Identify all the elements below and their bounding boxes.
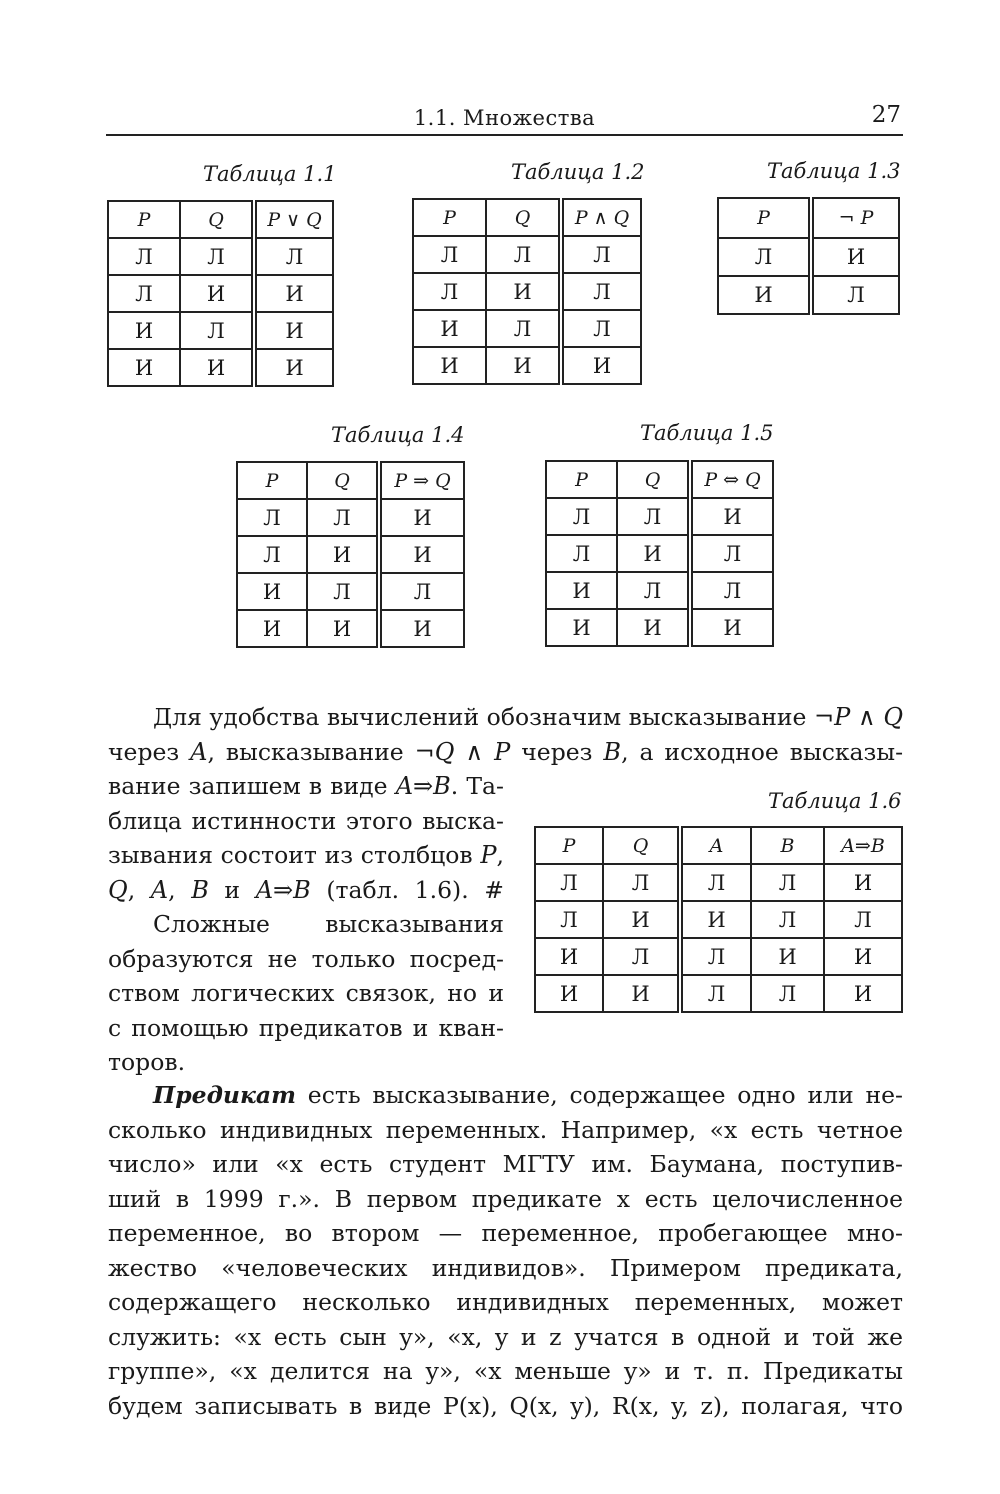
header-cell: Q	[603, 827, 680, 864]
cell: И	[254, 275, 333, 312]
cell: И	[379, 610, 464, 647]
text-line: служить: «x есть сын y», «x, y и z учатся в одной и той же	[108, 1322, 903, 1351]
cell: Л	[561, 310, 641, 347]
table-row	[546, 572, 773, 609]
cell: Л	[824, 901, 902, 938]
cell: И	[535, 938, 603, 975]
header-cell: Q	[307, 462, 379, 499]
header-cell: B	[751, 827, 824, 864]
cell: Л	[811, 276, 899, 314]
text-line: Для удобства вычислений обозначим высказывание ¬P ∧ Q	[153, 703, 903, 731]
cell: Л	[180, 238, 254, 275]
cell: Л	[617, 572, 690, 609]
cell: Л	[751, 901, 824, 938]
table-caption-1-2: Таблица 1.2	[511, 160, 645, 184]
header-cell: P ∧ Q	[561, 199, 641, 236]
cell: И	[180, 349, 254, 386]
cell: И	[824, 864, 902, 901]
table-row	[108, 312, 333, 349]
cell: Л	[535, 901, 603, 938]
cell: Л	[680, 975, 751, 1012]
cell: Л	[237, 536, 307, 573]
cell: Л	[603, 864, 680, 901]
cell: И	[237, 573, 307, 610]
cell: И	[486, 347, 561, 384]
truth-table-1-5	[545, 460, 774, 647]
table-row	[108, 238, 333, 275]
header-cell: Q	[486, 199, 561, 236]
cell: И	[811, 238, 899, 276]
cell: Л	[180, 312, 254, 349]
cell: И	[254, 312, 333, 349]
cell: И	[379, 536, 464, 573]
cell: И	[108, 312, 180, 349]
text-line: Q, A, B и A⇒B (табл. 1.6). #	[108, 875, 504, 904]
truth-table-1-6	[534, 826, 903, 1013]
cell: Л	[546, 498, 617, 535]
cell: И	[617, 609, 690, 646]
cell: Л	[254, 238, 333, 275]
cell: Л	[413, 273, 486, 310]
cell: Л	[546, 535, 617, 572]
cell: Л	[561, 273, 641, 310]
cell: И	[535, 975, 603, 1012]
table-header-row	[413, 199, 641, 236]
section-title: 1.1. Множества	[413, 106, 596, 130]
header-cell: ¬ P	[811, 198, 899, 238]
cell: Л	[379, 573, 464, 610]
header-cell: P ∨ Q	[254, 201, 333, 238]
formula: ¬Q ∧ P	[414, 737, 511, 766]
table-header-row	[535, 827, 902, 864]
header-cell: P	[535, 827, 603, 864]
text-line: группе», «x делится на y», «x меньше y» и т. п. Предикаты	[108, 1357, 903, 1385]
cell: Л	[680, 938, 751, 975]
page-header	[106, 100, 903, 136]
cell: Л	[680, 864, 751, 901]
cell: Л	[603, 938, 680, 975]
header-cell: P	[546, 461, 617, 498]
table-row	[108, 349, 333, 386]
truth-table-1-4	[236, 461, 465, 648]
cell: И	[379, 499, 464, 536]
table-row	[718, 238, 899, 276]
cell: Л	[561, 236, 641, 273]
cell: И	[824, 938, 902, 975]
cell: И	[690, 609, 773, 646]
text-line: зывания состоит из столбцов P,	[108, 841, 504, 869]
table-header-row	[718, 198, 899, 238]
text-line: содержащего несколько индивидных переменных, может	[108, 1288, 903, 1316]
table-row	[546, 498, 773, 535]
table-header-row	[546, 461, 773, 498]
header-cell: P	[718, 198, 811, 238]
table-row	[546, 535, 773, 572]
header-cell: A⇒B	[824, 827, 902, 864]
header-cell: P ⇒ Q	[379, 462, 464, 499]
cell: Л	[237, 499, 307, 536]
header-cell: Q	[180, 201, 254, 238]
text-line: будем записывать в виде P(x), Q(x, y), R(x, y, z), полагая, что	[108, 1391, 903, 1420]
cell: Л	[108, 238, 180, 275]
cell: И	[824, 975, 902, 1012]
formula: A⇒B	[395, 772, 451, 800]
text-line: ший в 1999 г.». В первом предикате x есть целочисленное	[108, 1184, 903, 1213]
header-cell: A	[680, 827, 751, 864]
header-cell: P	[108, 201, 180, 238]
cell: Л	[307, 499, 379, 536]
cell: Л	[718, 238, 811, 276]
text-line: число» или «x есть студент МГТУ им. Баумана, поступив-	[108, 1150, 903, 1178]
cell: Л	[751, 864, 824, 901]
cell: И	[546, 609, 617, 646]
text-line: жество «человеческих индивидов». Примером предиката,	[108, 1253, 903, 1282]
cell: Л	[486, 310, 561, 347]
cell: Л	[751, 975, 824, 1012]
cell: И	[546, 572, 617, 609]
formula: ¬P ∧ Q	[814, 703, 903, 731]
text-line: сколько индивидных переменных. Например, «x есть четное	[108, 1115, 903, 1144]
table-row	[237, 499, 464, 536]
table-row	[413, 310, 641, 347]
table-caption-1-1: Таблица 1.1	[203, 162, 337, 186]
cell: И	[561, 347, 641, 384]
table-caption-1-4: Таблица 1.4	[331, 423, 465, 447]
table-row	[535, 864, 902, 901]
cell: Л	[690, 572, 773, 609]
table-caption-1-3: Таблица 1.3	[767, 159, 901, 183]
header-cell: P ⇔ Q	[690, 461, 773, 498]
header-cell: Q	[617, 461, 690, 498]
table-row	[546, 609, 773, 646]
text-line: вание запишем в виде A⇒B. Та-	[108, 772, 504, 800]
text-line: переменное, во втором — переменное, пробегающее мно-	[108, 1219, 903, 1247]
table-row	[413, 347, 641, 384]
cell: И	[690, 498, 773, 535]
cell: Л	[108, 275, 180, 312]
paragraph-1-wrap	[108, 769, 504, 1080]
truth-table-1-3	[717, 197, 900, 315]
truth-table-1-2	[412, 198, 642, 385]
table-row	[413, 236, 641, 273]
table-caption-1-5: Таблица 1.5	[640, 421, 774, 445]
text-line: через A, высказывание ¬Q ∧ P через B, а исходное высказы-	[108, 737, 904, 766]
term-predicate: Предикат	[153, 1081, 297, 1109]
cell: И	[603, 975, 680, 1012]
cell: И	[751, 938, 824, 975]
cell: И	[413, 310, 486, 347]
text-line: торов.	[108, 1048, 186, 1076]
table-row	[237, 536, 464, 573]
table-row	[413, 273, 641, 310]
header-cell: P	[237, 462, 307, 499]
cell: Л	[486, 236, 561, 273]
table-caption-1-6: Таблица 1.6	[768, 789, 902, 813]
cell: И	[307, 536, 379, 573]
cell: И	[180, 275, 254, 312]
cell: И	[254, 349, 333, 386]
cell: И	[237, 610, 307, 647]
cell: Л	[617, 498, 690, 535]
table-row	[535, 938, 902, 975]
table-row	[535, 901, 902, 938]
cell: И	[718, 276, 811, 314]
table-header-row	[237, 462, 464, 499]
text-line: Предикат есть высказывание, содержащее одно или не-	[153, 1081, 903, 1109]
cell: Л	[690, 535, 773, 572]
table-header-row	[108, 201, 333, 238]
table-row	[108, 275, 333, 312]
cell: Л	[413, 236, 486, 273]
table-row	[535, 975, 902, 1012]
table-row	[718, 276, 899, 314]
cell: И	[680, 901, 751, 938]
paragraph-predicate	[108, 1078, 903, 1423]
text-line: ством логических связок, но и	[108, 979, 504, 1007]
text-line: с помощью предикатов и кван-	[108, 1013, 504, 1042]
cell: Л	[307, 573, 379, 610]
paragraph-1-top	[108, 700, 903, 769]
cell: И	[603, 901, 680, 938]
table-row	[237, 573, 464, 610]
cell: И	[307, 610, 379, 647]
truth-table-1-1	[107, 200, 334, 387]
cell: И	[617, 535, 690, 572]
cell: И	[486, 273, 561, 310]
text-line: Сложные высказывания	[153, 910, 504, 938]
table-row	[237, 610, 464, 647]
cell: И	[413, 347, 486, 384]
cell: Л	[535, 864, 603, 901]
header-cell: P	[413, 199, 486, 236]
cell: И	[108, 349, 180, 386]
text-line: образуются не только посред-	[108, 944, 504, 973]
page-number: 27	[871, 102, 901, 128]
text-line: блица истинности этого выска-	[108, 806, 504, 835]
